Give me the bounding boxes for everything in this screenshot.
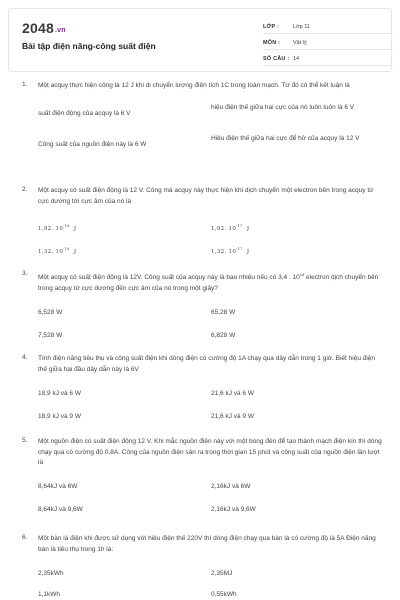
worksheet-meta [263, 19, 393, 67]
option-a[interactable]: 8,64kJ và 6W [38, 482, 78, 490]
option-c[interactable]: Công suất của nguồn điện này là 6 W [38, 140, 147, 148]
meta-subject-key: MÔN : [263, 40, 281, 46]
option-a[interactable]: 2,35kWh [38, 570, 64, 577]
question-text: Một nguồn điện có suất điện động 12 V. Khi mắc nguồn điện này với một bóng đèn để tạo thành mạch điện kín thì dòng chạy qua có cường độ 0,8A. Công của nguồn điện sản ra trong thời gian 15 phút và công suất của nguồn điện lần lượt là [38, 438, 382, 466]
meta-subject-value: Vật lý [293, 40, 307, 46]
question-text: Một acquy có suất điện động là 12 V. Công mà acquy này thực hiện khi dịch chuyển một electron bên trong acquy từ cực dương tới cực âm của nó là [38, 187, 374, 205]
option-d[interactable]: 6,828 W [211, 332, 236, 340]
option-b[interactable]: 2,35MJ [211, 570, 233, 577]
meta-class-key: LỚP : [263, 24, 279, 30]
question-number: 2. [22, 186, 28, 193]
option-b[interactable]: hiệu điện thế giữa hai cực của nó luôn luôn là 6 V [211, 103, 355, 111]
meta-count-value: 14 [293, 56, 300, 62]
worksheet-header [8, 8, 392, 72]
answer-options [38, 294, 382, 338]
question-5 [22, 437, 382, 513]
meta-subject [263, 35, 393, 50]
answer-options [38, 92, 382, 152]
meta-class [263, 19, 393, 34]
option-b[interactable]: 1,92. $10^{-17}$ J [211, 224, 250, 232]
site-logo[interactable]: 2048.vn [22, 20, 66, 36]
option-b[interactable]: 21,6 kJ và 6 W [211, 390, 254, 397]
option-c[interactable]: 8,64kJ và 9,6W [38, 505, 83, 513]
option-d[interactable]: 1,32. $10^{-17}$ J [211, 247, 250, 255]
meta-count-key: SỐ CÂU : [263, 56, 290, 62]
question-text: Tính điện năng tiêu thụ và công suất điện khi dòng điện có cường độ 1A chạy qua dây dẫn trong 1 giờ. Biết hiệu điện thế giữa hai đầu dây dẫn này là 6V [38, 355, 376, 373]
question-number: 6. [22, 534, 28, 541]
option-b[interactable]: 65,28 W [211, 309, 236, 317]
option-c[interactable]: 18,9 kJ và 9 W [38, 413, 81, 420]
question-text: Một acquy thực hiện công là 12 J khi di chuyển lượng điện tích 1C trong toàn mạch. Từ đó có thể kết luận là [38, 82, 350, 89]
question-4 [22, 354, 382, 419]
option-d[interactable]: 0,55kWh [211, 591, 237, 598]
option-a[interactable]: 1,92. $10^{-18}$ J [38, 224, 77, 232]
question-number: 1. [22, 81, 28, 88]
question-6 [22, 534, 382, 598]
option-d[interactable]: Hiệu điện thế giữa hai cực để hở của acquy là 12 V [211, 134, 360, 142]
question-text: Một bàn là điện khi được sử dụng với hiệu điện thế 220V thì dòng điện chạy qua bàn là có cường độ là 5A Điện năng bàn là tiêu thụ trong 1h là: [38, 535, 376, 553]
option-b[interactable]: 2,16kJ và 6W [211, 482, 251, 490]
worksheet-title: Bài tập điện năng-công suất điện [22, 41, 156, 51]
option-d[interactable]: 2,16kJ và 9,6W [211, 505, 256, 513]
option-c[interactable]: 1,32. $10^{-18}$ J [38, 247, 77, 255]
option-d[interactable]: 21,6 kJ và 9 W [211, 413, 254, 420]
option-a[interactable]: 6,528 W [38, 309, 63, 317]
question-number: 3. [22, 270, 28, 277]
option-a[interactable]: 18,9 kJ và 6 W [38, 390, 81, 397]
answer-options [38, 375, 382, 419]
meta-class-value: Lớp 11 [293, 24, 310, 30]
question-1 [22, 81, 382, 152]
meta-count [263, 51, 393, 66]
question-2 [22, 186, 382, 255]
option-c[interactable]: 1,1kWh [38, 591, 61, 598]
question-number: 5. [22, 437, 28, 444]
question-text: Một acquy có suất điện động là 12V. Công suất của acquy này là bao nhiêu nếu có 3,4 . $10^{18}$ electron dịch chuyển bên trong acquy từ cực dương đến cực âm của nó trong một giây? [38, 272, 379, 292]
answer-options [38, 207, 382, 255]
option-a[interactable]: suất điện động của acquy là 6 V [38, 109, 131, 117]
option-c[interactable]: 7,528 W [38, 332, 63, 340]
question-3 [22, 270, 382, 338]
question-number: 4. [22, 354, 28, 361]
answer-options [38, 555, 382, 598]
answer-options [38, 469, 382, 513]
